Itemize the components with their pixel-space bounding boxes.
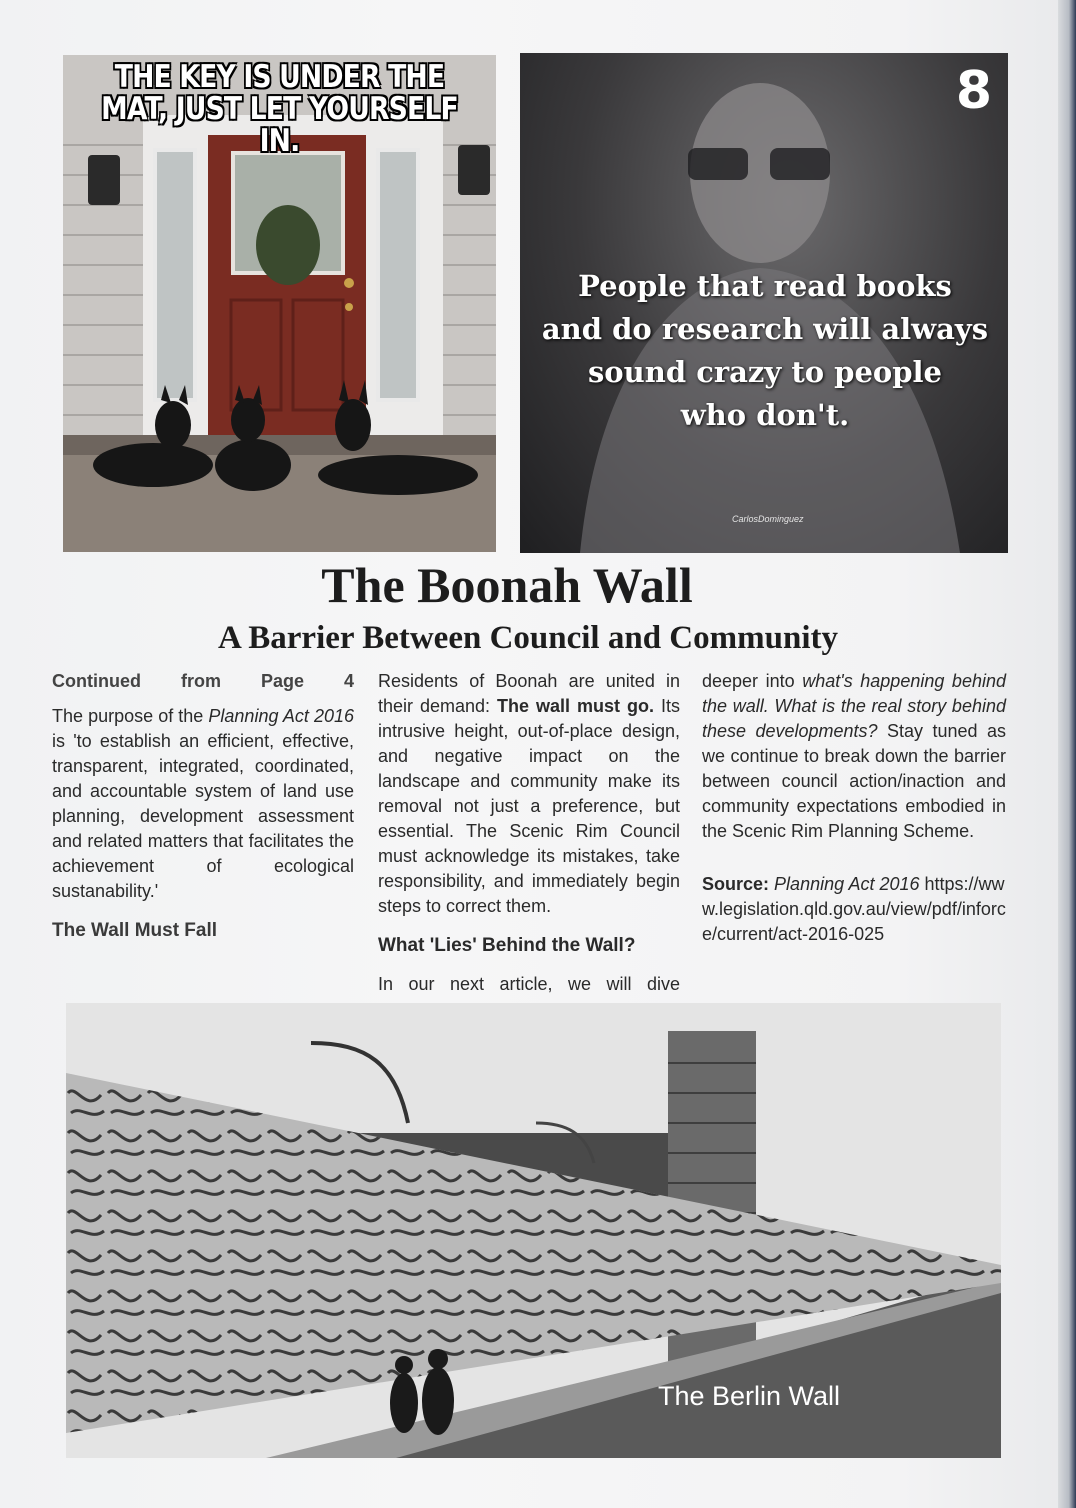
article-column-1: [52, 669, 354, 943]
continued-note: Continued from Page 4: [52, 671, 354, 691]
meme-caption-line1: THE KEY IS UNDER THE: [114, 59, 445, 95]
section-heading: What 'Lies' Behind the Wall?: [378, 935, 636, 956]
section-heading: The Wall Must Fall: [52, 920, 218, 941]
quote-text: [540, 265, 990, 437]
quote-line3: sound crazy to people: [587, 355, 942, 389]
paragraph: Residents of Boonah are united in their demand: The wall must go. Its intrusive height, out-of-place design, and negative impact on the landscape and community make its removal not just a preference, but essential. The Scenic Rim Council must acknowledge its mistakes, take responsibility, and immediately begin steps to correct them.: [378, 671, 680, 916]
quote-line4: who don't.: [680, 398, 850, 432]
article-title: The Boonah Wall: [321, 557, 693, 613]
source-citation: Source: Planning Act 2016 https://www.legislation.qld.gov.au/view/pdf/inforce/current/act-2016-025: [702, 874, 1006, 944]
paragraph: In our next article, we will dive: [378, 974, 680, 994]
berlin-wall-photo: [66, 1003, 1001, 1458]
berlin-wall-illustration: [66, 1003, 1001, 1458]
quote-line2: and do research will always: [541, 312, 989, 346]
door-dogs-meme: [63, 55, 496, 552]
paragraph: The purpose of the Planning Act 2016 is 'to establish an efficient, effective, transparent, integrated, coordinated, and accountable system of land use planning, development assessment and related matters that facilitates the achievement of ecological sustanability.': [52, 706, 354, 901]
meme-caption-line2: MAT, JUST LET YOURSELF IN.: [101, 91, 458, 159]
page-edge: [1058, 0, 1076, 1508]
page-number: 8: [955, 61, 992, 121]
article-column-2: [378, 669, 680, 997]
source-link[interactable]: https://www.legislation.qld.gov.au/view/pdf/inforce/current/act-2016-025: [702, 874, 1006, 944]
article-column-3: [702, 669, 1006, 947]
photo-caption: The Berlin Wall: [658, 1381, 841, 1411]
article-subtitle: A Barrier Between Council and Community: [218, 620, 838, 656]
quote-line1: People that read books: [578, 269, 952, 303]
paragraph: deeper into what's happening behind the wall. What is the real story behind these developments? Stay tuned as we continue to break down the barrier between council action/inaction and community expectations embodied in the Scenic Rim Planning Scheme.: [702, 671, 1007, 841]
image-credit: CarlosDominguez: [732, 514, 804, 524]
quote-meme: [520, 53, 1008, 553]
